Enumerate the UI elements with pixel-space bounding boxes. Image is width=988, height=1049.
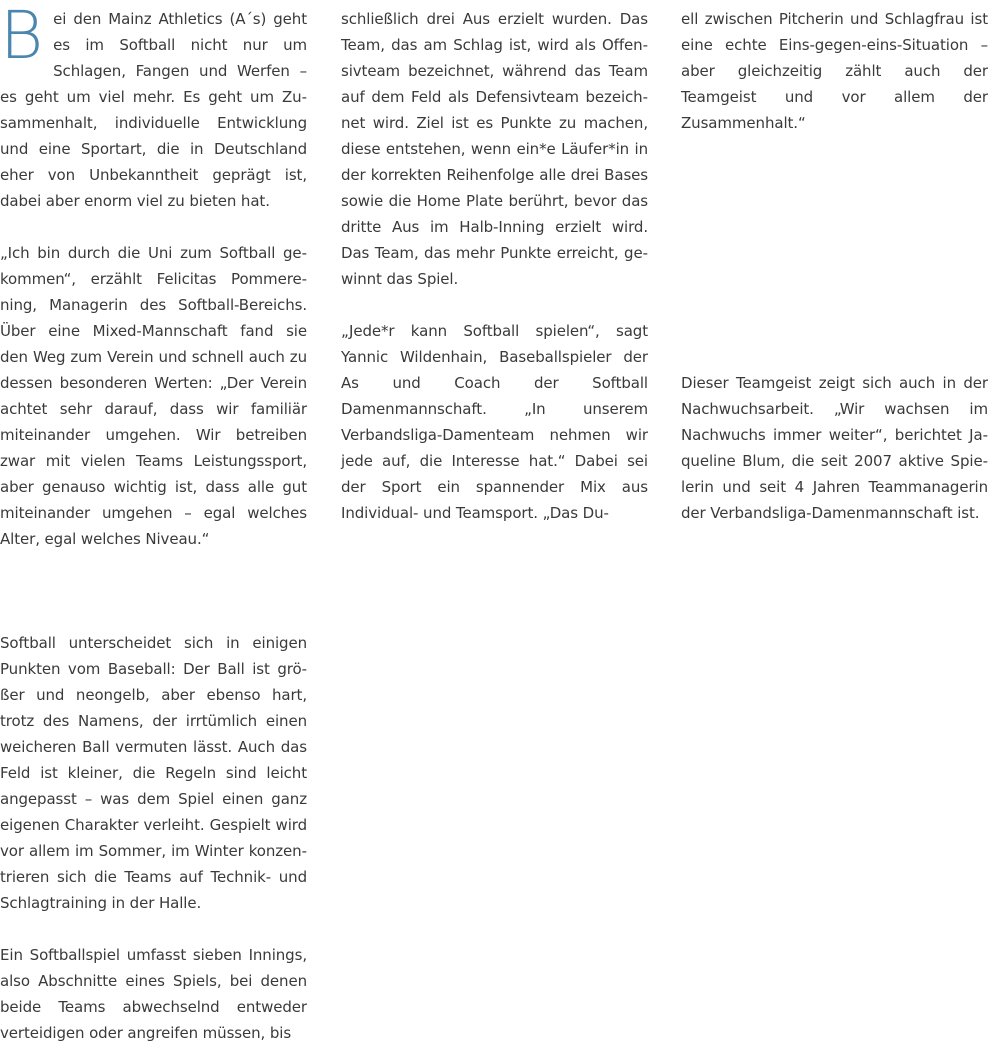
quote-paragraph-pommerening: „Ich bin durch die Uni zum Softball gekommen“, erzählt Felicitas Pommerening, Managerin des Softball-Bereichs. Über eine Mixed-Mannschaft fand sie den Weg zum Verein und schnell auch zu dessen besonderen Werten: „Der Verein achtet sehr darauf, dass wir familiär miteinander umgehen. Wir betreiben zwar mit vielen Teams Leistungssport, aber genauso wichtig ist, dass alle gut miteinander umgehen – egal welches Alter, egal welches Niveau.“ (0, 244, 307, 548)
intro-paragraph (0, 0, 307, 214)
softball-vs-baseball-paragraph: Softball unterscheidet sich in einigen Punkten vom Baseball: Der Ball ist größer und neongelb, aber ebenso hart, trotz des Namens, der irrtümlich einen weicheren Ball vermuten lässt. Auch das Feld ist kleiner, die Regeln sind leicht angepasst – was dem Spiel einen ganz eigenen Charakter verleiht. Gespielt wird vor allem im Sommer, im Winter konzentrieren sich die Teams auf Technik- und Schlagtraining in der Halle. (0, 634, 307, 912)
youth-paragraph: Dieser Teamgeist zeigt sich auch in der Nachwuchsarbeit. „Wir wachsen im Nachwuchs immer weiter“, berichtet Jaqueline Blum, die seit 2007 aktive Spielerin und seit 4 Jahren Teammanagerin der Verbandsliga-Damenmannschaft ist. (681, 374, 988, 522)
innings-paragraph: Ein Softballspiel umfasst sieben Innings, also Abschnitte eines Spiels, bei denen beide Teams abwechselnd entweder verteidigen oder angreifen müssen, bis (0, 946, 307, 1042)
article-column-2 (341, 6, 648, 526)
article-column-3 (681, 6, 988, 526)
intro-text: ei den Mainz Athletics (A´s) geht es im Softball nicht nur um Schlagen, Fangen und Werfen – es geht um viel mehr. Es geht um Zusammenhalt, individuelle Entwicklung und eine Sportart, die in Deutschland eher von Unbekanntheit geprägt ist, dabei aber enorm viel zu bieten hat. (0, 10, 307, 210)
article-column-1 (0, 0, 307, 1046)
rules-paragraph: schließlich drei Aus erzielt wurden. Das Team, das am Schlag ist, wird als Offensivteam bezeichnet, während das Team auf dem Feld als Defensivteam bezeichnet wird. Ziel ist es Punkte zu machen, diese entstehen, wenn ein*e Läufer*in in der korrekten Reihenfolge alle drei Bases sowie die Home Plate berührt, bevor das dritte Aus im Halb-Inning erzielt wird. Das Team, das mehr Punkte erreicht, gewinnt das Spiel. (341, 10, 648, 288)
drop-cap: B (0, 0, 44, 74)
quote-paragraph-wildenhain: „Jede*r kann Softball spielen“, sagt Yannic Wildenhain, Baseballspieler der As und Coach der Softball Damenmannschaft. „In unserem Verbandsliga-Damenteam nehmen wir jede auf, die Interesse hat.“ Dabei sei der Sport ein spannender Mix aus Individual- und Teamsport. „Das Du- (341, 322, 648, 522)
duel-paragraph: ell zwischen Pitcherin und Schlagfrau ist eine echte Eins-gegen-eins-Situation – aber gleichzeitig zählt auch der Teamgeist und vor allem der Zusammenhalt.“ (681, 10, 988, 132)
